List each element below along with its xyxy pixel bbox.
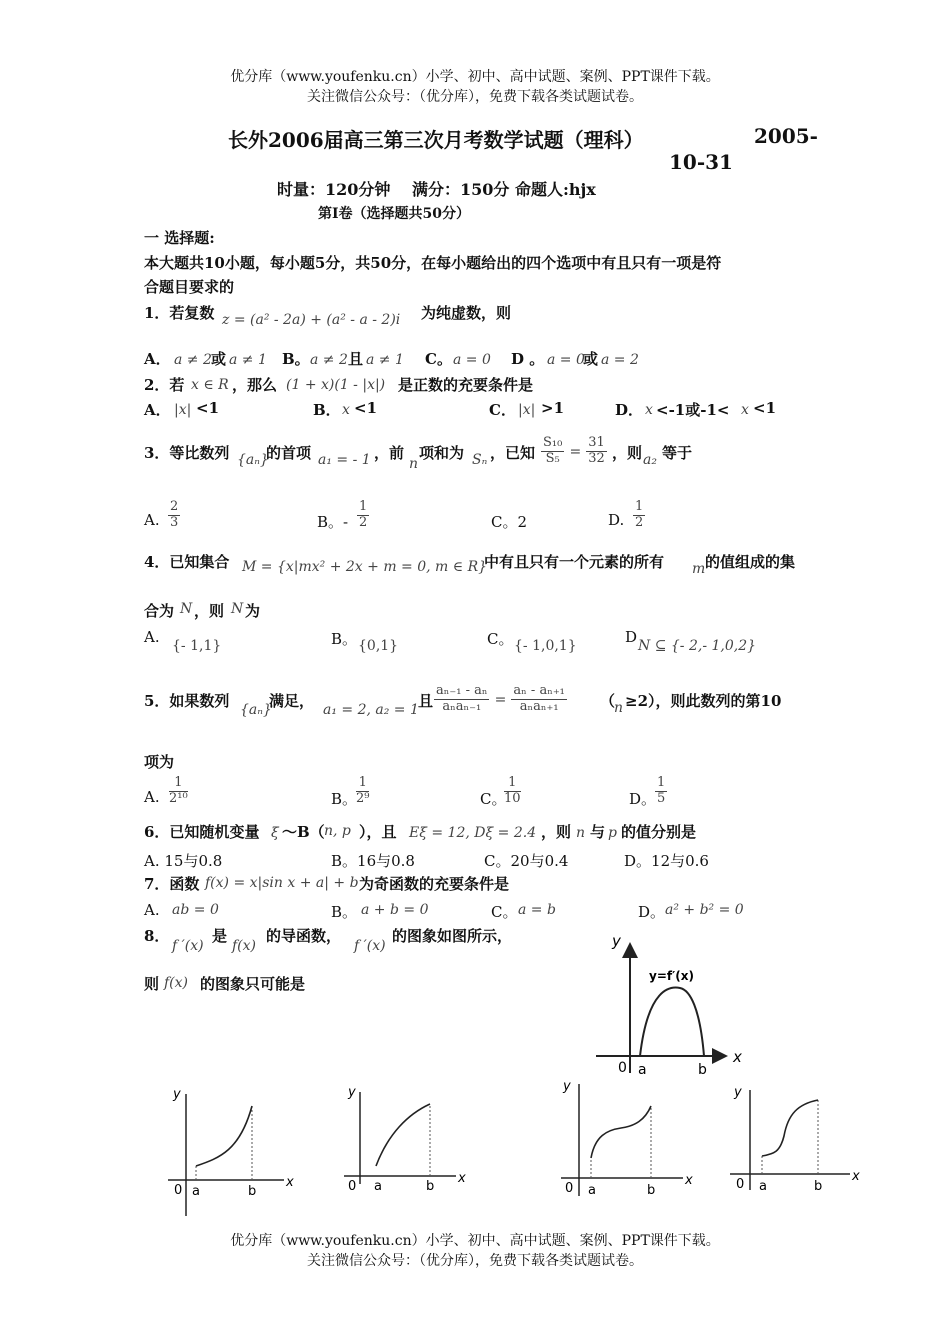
q3-option-b-label: B。- [317, 513, 349, 531]
q5-stem-a: 5．如果数列 [144, 692, 230, 710]
curve [762, 1100, 818, 1156]
q6-option-a: A. 15与0.8 [144, 852, 223, 870]
q3-option-b-frac [357, 500, 369, 531]
b-label: b [426, 1179, 435, 1190]
q3-option-c: C。2 [491, 513, 528, 531]
q8-is: 是 [212, 927, 228, 945]
q2-option-d-tail: <1 [753, 399, 777, 417]
q6-stem-a: 6．已知随机变量 [144, 823, 260, 841]
q7-option-d-label: D。 [638, 903, 666, 921]
q3-a2: a₂ [643, 452, 657, 468]
q3-ratio [541, 436, 607, 467]
q1-option-b-and: 且 [348, 350, 364, 368]
q5-option-a-num: 1 [169, 776, 188, 792]
b-label: b [647, 1183, 656, 1198]
q4-stem-b: 中有且只有一个元素的所有 [484, 553, 665, 571]
q4-option-a-set: {- 1,1} [172, 638, 222, 654]
q6-option-b: B。16与0.8 [331, 852, 415, 870]
exam-title: 长外2006届高三第三次月考数学试题（理科） [228, 128, 644, 152]
footer-line-2: 关注微信公众号：（优分库），免费下载各类试题试卷。 [307, 1253, 643, 1269]
q5-eq: = [494, 691, 507, 708]
q7-option-a-label: A. [144, 901, 160, 919]
header-line-2: 关注微信公众号：（优分库），免费下载各类试题试卷。 [307, 89, 643, 105]
q2-cond: x ∈ R [191, 377, 229, 393]
q8-fprime-2: f ′(x) [354, 938, 386, 954]
q6-np: n, p [324, 823, 351, 839]
q5-frac-right-num: aₙ - aₙ₊₁ [513, 683, 565, 698]
q4-option-d-set: N ⊆ {- 2,- 1,0,2} [638, 638, 757, 654]
q3-option-d-num: 1 [635, 499, 644, 514]
q8-f-2: f(x) [164, 975, 189, 991]
main-graph-b-label: b [698, 1062, 707, 1078]
q8-f-1: f(x) [232, 938, 257, 954]
origin-label: 0 [174, 1183, 183, 1198]
curve [591, 1106, 651, 1158]
q2-option-d-mid: <-1或-1< [656, 401, 730, 419]
b-label: b [814, 1179, 823, 1194]
q8-number: 8． [144, 927, 170, 945]
origin-label: 0 [565, 1181, 574, 1196]
q8-option-graph-a [160, 1082, 300, 1222]
q3-option-d-label: D. [608, 511, 625, 529]
curve [196, 1106, 252, 1166]
y-label: y [563, 1079, 571, 1094]
q1-option-b-expr2: a ≠ 1 [366, 352, 404, 368]
q1-option-d-expr2: a = 2 [601, 352, 639, 368]
q5-option-a-label: A. [144, 788, 160, 806]
curve [376, 1104, 430, 1166]
q5-frac-right-den: aₙaₙ₊₁ [519, 698, 559, 714]
q1-stem: 1．若复数 [144, 304, 215, 322]
q2-option-d-x1: x [645, 402, 653, 418]
q3-option-b-den: 2 [359, 514, 368, 530]
q1-expr: z = (a² - 2a) + (a² - a - 2)i [222, 312, 401, 328]
x-label: x [286, 1175, 294, 1190]
section-heading: 一 选择题: [144, 229, 215, 247]
q4-line2-c: 为 [245, 602, 261, 620]
q1-option-a-or: 或 [211, 350, 227, 368]
y-label: y [348, 1085, 356, 1100]
q5-init: a₁ = 2, a₂ = 1 [323, 702, 419, 718]
q1-option-d-expr1: a = 0 [547, 352, 585, 368]
q8-graph-desc: 的图象如图所示， [392, 927, 513, 945]
q5-option-b-num: 1 [356, 776, 369, 792]
q5-option-c-num: 1 [504, 776, 521, 792]
q3-stem-g: 等于 [662, 444, 693, 462]
q3-n: n [409, 456, 419, 472]
q5-option-c-den: 10 [504, 790, 521, 806]
q5-option-c-label: C。 [480, 790, 507, 808]
q5-and: 且 [418, 692, 434, 710]
q1-tail: 为纯虚数，则 [421, 304, 512, 322]
q5-option-d-label: D。 [629, 790, 657, 808]
q2-option-c-expr: |x| [518, 402, 536, 418]
main-graph-curve-label: y=f′(x) [649, 969, 694, 983]
q2-option-b-tail: <1 [354, 399, 378, 417]
q5-frac-right [511, 684, 566, 715]
q6-xi: ξ [271, 825, 279, 841]
a-label: a [759, 1179, 767, 1194]
q1-option-a-expr2: a ≠ 1 [229, 352, 267, 368]
x-label: x [852, 1169, 860, 1184]
q2-stem-b: ，那么 [232, 376, 278, 394]
q2-option-a-tail: <1 [196, 399, 220, 417]
q7-stem-a: 7．函数 [144, 875, 200, 893]
q5-option-d-frac [655, 776, 667, 807]
q8-option-graph-c [555, 1074, 705, 1204]
q4-option-d-label: D [625, 628, 638, 646]
q4-option-a-label: A. [144, 628, 160, 646]
q5-cond-a: （ [600, 692, 616, 710]
x-label: x [685, 1173, 693, 1188]
q4-option-b-set: {0,1} [358, 638, 399, 654]
q1-option-c-expr: a = 0 [453, 352, 491, 368]
q4-stem-a: 4．已知集合 [144, 553, 230, 571]
origin-label: 0 [348, 1179, 357, 1190]
q6-stem-e: 与 [590, 823, 606, 841]
q2-stem-a: 2．若 [144, 376, 185, 394]
q1-option-b-label: B。 [282, 350, 310, 368]
q3-option-b-num: 1 [359, 499, 368, 514]
q3-ratio-left-den: S₅ [545, 450, 560, 466]
q5-option-a-den: 2¹⁰ [169, 790, 188, 806]
q1-option-c-label: C。 [425, 350, 452, 368]
q5-option-b-frac [356, 776, 369, 807]
q6-stem-b: ～B（ [282, 823, 325, 841]
q1-option-a-label: A． [144, 350, 171, 368]
q8-derivative-graph [590, 928, 750, 1078]
q3-stem-b: 的首项 [266, 444, 312, 462]
q1-option-d-label: D 。 [511, 350, 545, 368]
a-label: a [588, 1183, 596, 1198]
q2-option-d-label: D． [615, 401, 644, 419]
q8-line2-a: 则 [144, 975, 160, 993]
a-label: a [374, 1179, 382, 1190]
q7-option-b-label: B。 [331, 903, 358, 921]
q3-ratio-left-num: S₁₀ [543, 435, 563, 450]
footer-line-1: 优分库（www.youfenku.cn）小学、初中、高中试题、案例、PPT课件下载。 [230, 1233, 720, 1249]
q7-option-c-label: C。 [491, 903, 518, 921]
q8-fprime-1: f ′(x) [172, 938, 204, 954]
q3-ratio-right-den: 32 [588, 450, 605, 466]
y-label: y [734, 1085, 742, 1100]
q5-option-b-label: B。 [331, 790, 358, 808]
q3-option-a-label: A. [144, 511, 160, 529]
intro-line-2: 合题目要求的 [144, 278, 235, 296]
q4-n2: N [231, 601, 244, 617]
q5-option-b-den: 2⁹ [356, 790, 370, 806]
q4-set: M = {x|mx² + 2x + m = 0, m ∈ R} [242, 559, 488, 575]
q4-line2-b: ，则 [194, 602, 225, 620]
q3-option-d-frac [633, 500, 645, 531]
q3-stem-a: 3．等比数列 [144, 444, 230, 462]
q8-line2-b: 的图象只可能是 [200, 975, 306, 993]
intro-line-1: 本大题共10小题，每小题5分，共50分，在每小题给出的四个选项中有且只有一项是符 [144, 254, 722, 272]
q5-option-c-frac [504, 776, 521, 807]
q5-stem-b: 满足， [269, 692, 315, 710]
q7-option-c-expr: a = b [518, 902, 556, 918]
q2-stem-c: 是正数的充要条件是 [398, 376, 534, 394]
main-graph-x-label: x [733, 1048, 742, 1066]
q4-option-c-label: C。 [487, 630, 514, 648]
q3-stem-d: 项和为 [419, 444, 465, 462]
q7-option-a-expr: ab = 0 [172, 902, 219, 918]
q6-stem-c: ），且 [359, 823, 397, 841]
q7-stem-b: 为奇函数的充要条件是 [359, 875, 510, 893]
q2-option-a-expr: |x| [174, 402, 192, 418]
q3-ratio-left [541, 436, 564, 467]
q4-m: m [692, 561, 706, 577]
q5-option-d-den: 5 [657, 790, 666, 806]
q8-option-graph-d [726, 1078, 876, 1198]
q1-option-b-expr1: a ≠ 2 [310, 352, 348, 368]
q7-option-d-expr: a² + b² = 0 [665, 902, 744, 918]
q2-option-c-tail: >1 [541, 399, 565, 417]
q5-frac-left-den: aₙaₙ₋₁ [442, 698, 482, 714]
q3-first-term: a₁ = - 1 [318, 452, 371, 468]
q3-stem-c: ，前 [374, 444, 405, 462]
q5-recurrence [434, 684, 567, 715]
q6-option-d: D。12与0.6 [624, 852, 709, 870]
q5-line2: 项为 [144, 753, 175, 771]
q1-option-d-or: 或 [583, 350, 599, 368]
a-label: a [192, 1184, 200, 1199]
q3-seq: {aₙ} [237, 452, 269, 468]
b-label: b [248, 1184, 257, 1199]
q3-option-d-den: 2 [635, 514, 644, 530]
q3-ratio-eq: = [569, 443, 582, 460]
q3-stem-e: ，已知 [490, 444, 536, 462]
exam-meta: 时量：120分钟 满分：150分 命题人:hjx [277, 180, 596, 199]
q4-line2-a: 合为 [144, 602, 175, 620]
q5-option-a-frac [169, 776, 188, 807]
q6-cond: Eξ = 12, Dξ = 2.4 [409, 825, 537, 841]
q1-option-a-expr1: a ≠ 2 [174, 352, 212, 368]
q5-frac-left [434, 684, 489, 715]
q6-p: p [608, 825, 617, 841]
header-line-1: 优分库（www.youfenku.cn）小学、初中、高中试题、案例、PPT课件下载。 [230, 69, 720, 85]
q3-option-a-frac [168, 500, 180, 531]
exam-part: 第Ⅰ卷（选择题共50分） [318, 206, 471, 222]
main-graph-origin: 0 [618, 1060, 627, 1076]
q8-deriv: 的导函数， [266, 927, 342, 945]
q2-expr: (1 + x)(1 - |x|) [286, 377, 386, 393]
main-graph-y-label: y [612, 932, 621, 950]
q6-stem-d: ，则 [541, 823, 572, 841]
q3-sn: Sₙ [472, 452, 488, 468]
q5-option-d-num: 1 [657, 775, 666, 790]
q4-option-b-label: B。 [331, 630, 358, 648]
q3-ratio-right-num: 31 [588, 435, 605, 450]
main-graph-a-label: a [638, 1062, 647, 1078]
q2-option-a-label: A． [144, 401, 171, 419]
q5-frac-left-num: aₙ₋₁ - aₙ [436, 683, 488, 698]
q2-option-d-x2: x [741, 402, 749, 418]
q3-ratio-right [586, 436, 607, 467]
derivative-curve [640, 988, 704, 1056]
q3-stem-f: ，则 [612, 444, 643, 462]
q6-stem-f: 的值分别是 [621, 823, 697, 841]
q6-option-c: C。20与0.4 [484, 852, 569, 870]
origin-label: 0 [736, 1177, 745, 1192]
q7-option-b-expr: a + b = 0 [361, 902, 429, 918]
q5-cond-b: ≥2），则此数列的第10 [625, 692, 782, 710]
q4-n1: N [180, 601, 193, 617]
q7-fx: f(x) = x|sin x + a| + b [205, 875, 359, 891]
exam-date-b: 10-31 [669, 150, 733, 174]
q3-option-a-den: 3 [170, 514, 179, 530]
q2-option-b-expr: x [342, 402, 350, 418]
q6-n: n [576, 825, 586, 841]
q5-cond-n: n [614, 700, 624, 716]
q5-seq: {aₙ} [240, 702, 272, 718]
y-label: y [173, 1087, 181, 1102]
q3-option-a-num: 2 [170, 499, 179, 514]
q4-option-c-set: {- 1,0,1} [514, 638, 577, 654]
x-label: x [458, 1171, 466, 1186]
q8-option-graph-b [338, 1080, 478, 1190]
q4-stem-c: 的值组成的集 [705, 553, 796, 571]
q2-option-b-label: B． [313, 401, 341, 419]
exam-date-a: 2005- [754, 124, 818, 148]
q2-option-c-label: C． [489, 401, 516, 419]
